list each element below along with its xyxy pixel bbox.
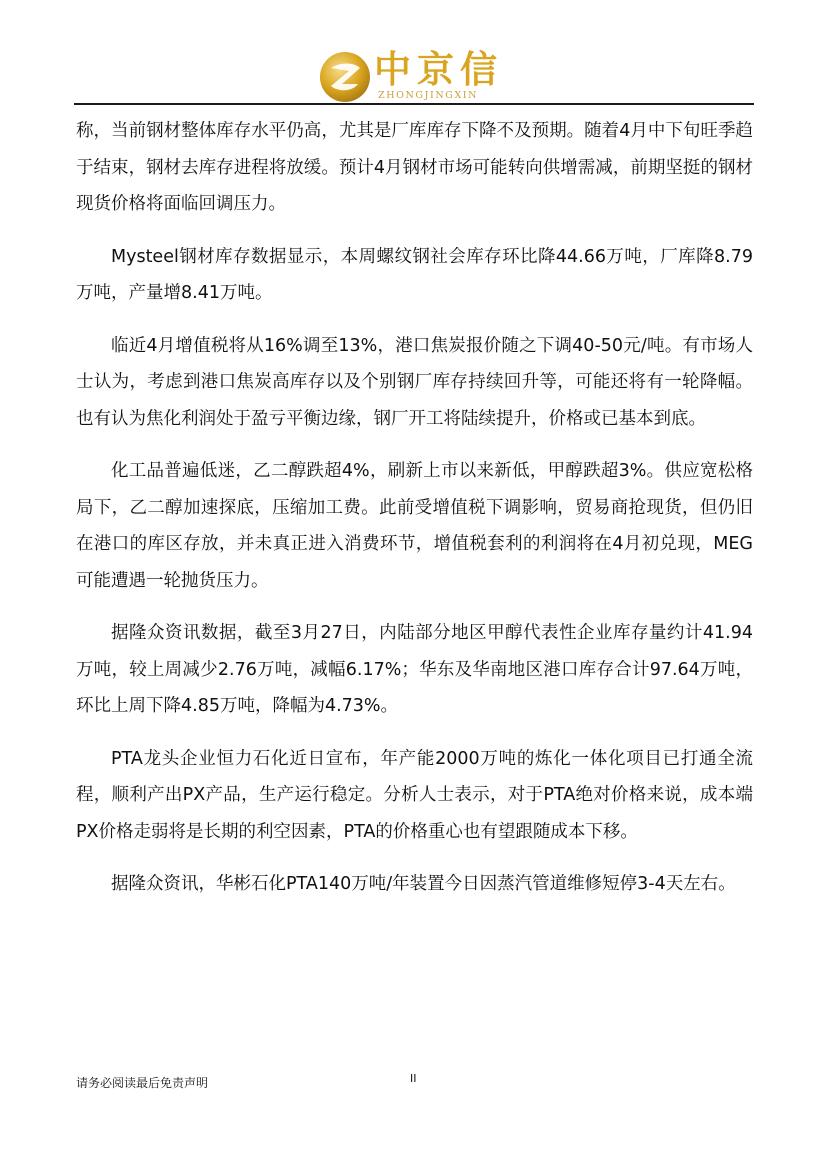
logo-english-text: ZHONGJINGXIN — [378, 90, 479, 101]
logo-chinese-text: 中京信 — [374, 48, 503, 91]
header-divider — [74, 103, 754, 105]
paragraph: Mysteel钢材库存数据显示，本周螺纹钢社会库存环比降44.66万吨，厂库降8.79万吨，产量增8.41万吨。 — [76, 246, 753, 303]
paragraph: 临近4月增值税将从16%调至13%，港口焦炭报价随之下调40-50元/吨。有市场人士认为，考虑到港口焦炭高库存以及个别钢厂库存持续回升等，可能还将有一轮降幅。也有认为焦化利润处于盈亏平衡边缘，钢厂开工将陆续提升，价格或已基本到底。 — [76, 335, 753, 429]
document-body — [76, 113, 753, 903]
footer-disclaimer: 请务必阅读最后免责声明 — [76, 1076, 209, 1090]
paragraph: 称，当前钢材整体库存水平仍高，尤其是厂库库存下降不及预期。随着4月中下旬旺季趋于结束，钢材去库存进程将放缓。预计4月钢材市场可能转向供增需减，前期坚挺的钢材现货价格将面临回调压力。 — [76, 121, 753, 214]
paragraph: 化工品普遍低迷，乙二醇跌超4%，刷新上市以来新低，甲醇跌超3%。供应宽松格局下，乙二醇加速探底，压缩加工费。此前受增值税下调影响，贸易商抢现货，但仍旧在港口的库区存放，并未真正进入消费环节，增值税套利的利润将在4月初兑现，MEG可能遭遇一轮抛货压力。 — [76, 461, 753, 591]
paragraph: 据隆众资讯，华彬石化PTA140万吨/年装置今日因蒸汽管道维修短停3-4天左右。 — [111, 874, 736, 894]
page-header — [0, 44, 827, 104]
company-logo — [318, 48, 518, 104]
logo-emblem-icon — [318, 50, 372, 104]
paragraph: PTA龙头企业恒力石化近日宣布，年产能2000万吨的炼化一体化项目已打通全流程，顺利产出PX产品，生产运行稳定。分析人士表示，对于PTA绝对价格来说，成本端PX价格走弱将是长期的利空因素，PTA的价格重心也有望跟随成本下移。 — [76, 748, 753, 842]
paragraph: 据隆众资讯数据，截至3月27日，内陆部分地区甲醇代表性企业库存量约计41.94万吨，较上周减少2.76万吨，减幅6.17%；华东及华南地区港口库存合计97.64万吨，环比上周下降4.85万吨，降幅为4.73%。 — [76, 623, 753, 716]
page-number: II — [410, 1072, 417, 1085]
